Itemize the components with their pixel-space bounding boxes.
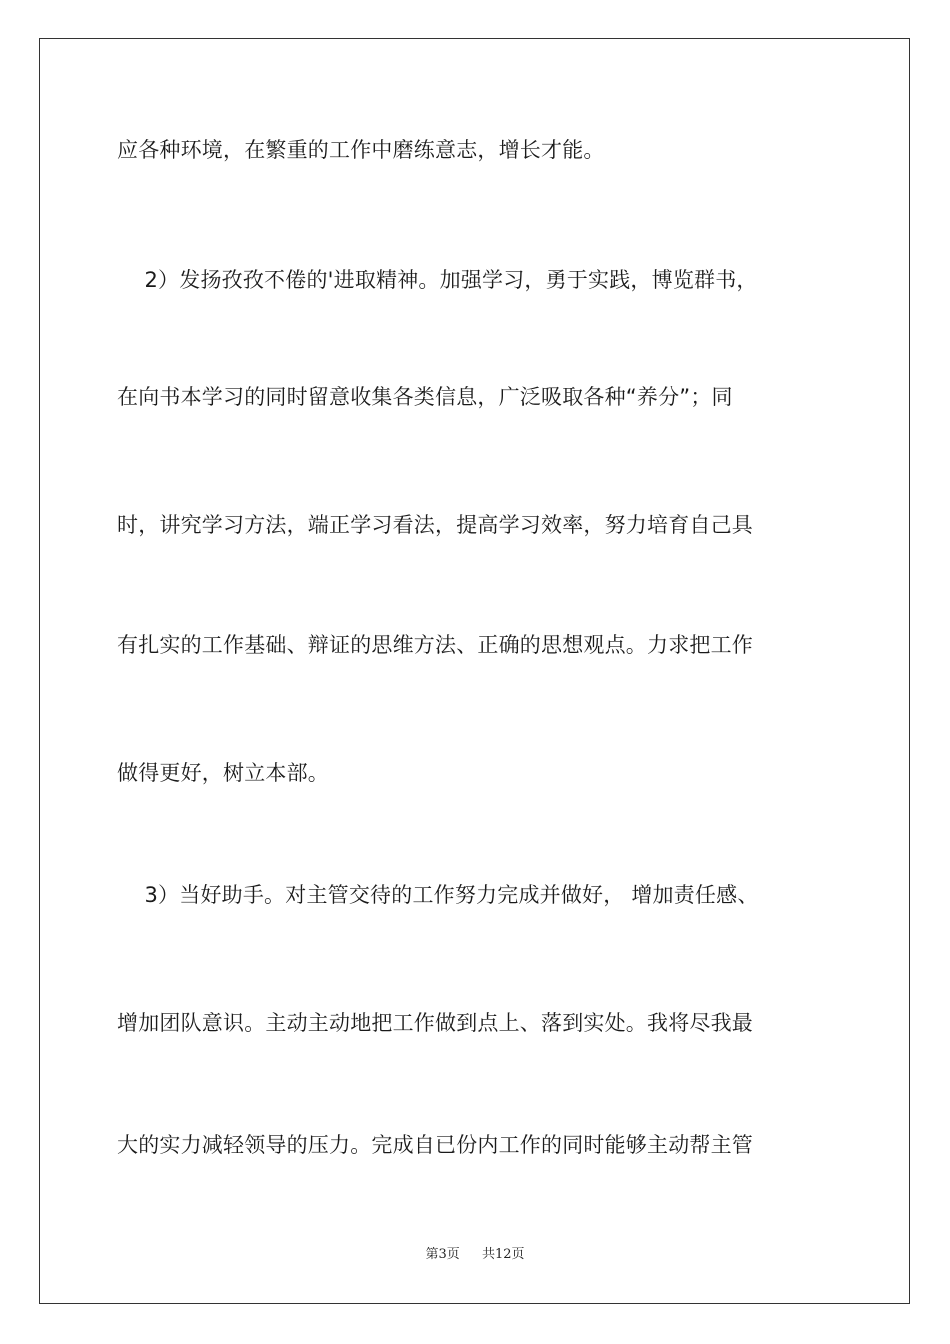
page-footer — [0, 1246, 950, 1264]
body-text-line: 有扎实的工作基础、辩证的思维方法、正确的思想观点。力求把工作 — [117, 633, 753, 657]
body-text-line: 做得更好，树立本部。 — [117, 761, 329, 785]
body-text-line: 增加团队意识。主动主动地把工作做到点上、落到实处。我将尽我最 — [117, 1011, 753, 1035]
body-text-line: 在向书本学习的同时留意收集各类信息，广泛吸取各种“养分”；同 — [117, 385, 733, 409]
page-number: 第3页 — [425, 1247, 460, 1262]
body-text-line: 应各种环境，在繁重的工作中磨练意志，增长才能。 — [117, 138, 605, 162]
body-text-line: 2）发扬孜孜不倦的'进取精神。加强学习，勇于实践，博览群书， — [117, 268, 758, 292]
body-text-line: 3）当好助手。对主管交待的工作努力完成并做好， 增加责任感、 — [117, 883, 759, 907]
page-border — [39, 38, 910, 1304]
page-total: 共12页 — [482, 1247, 525, 1262]
body-text-line: 大的实力减轻领导的压力。完成自已份内工作的同时能够主动帮主管 — [117, 1133, 753, 1157]
body-text-line: 时，讲究学习方法，端正学习看法，提高学习效率，努力培育自己具 — [117, 513, 753, 537]
